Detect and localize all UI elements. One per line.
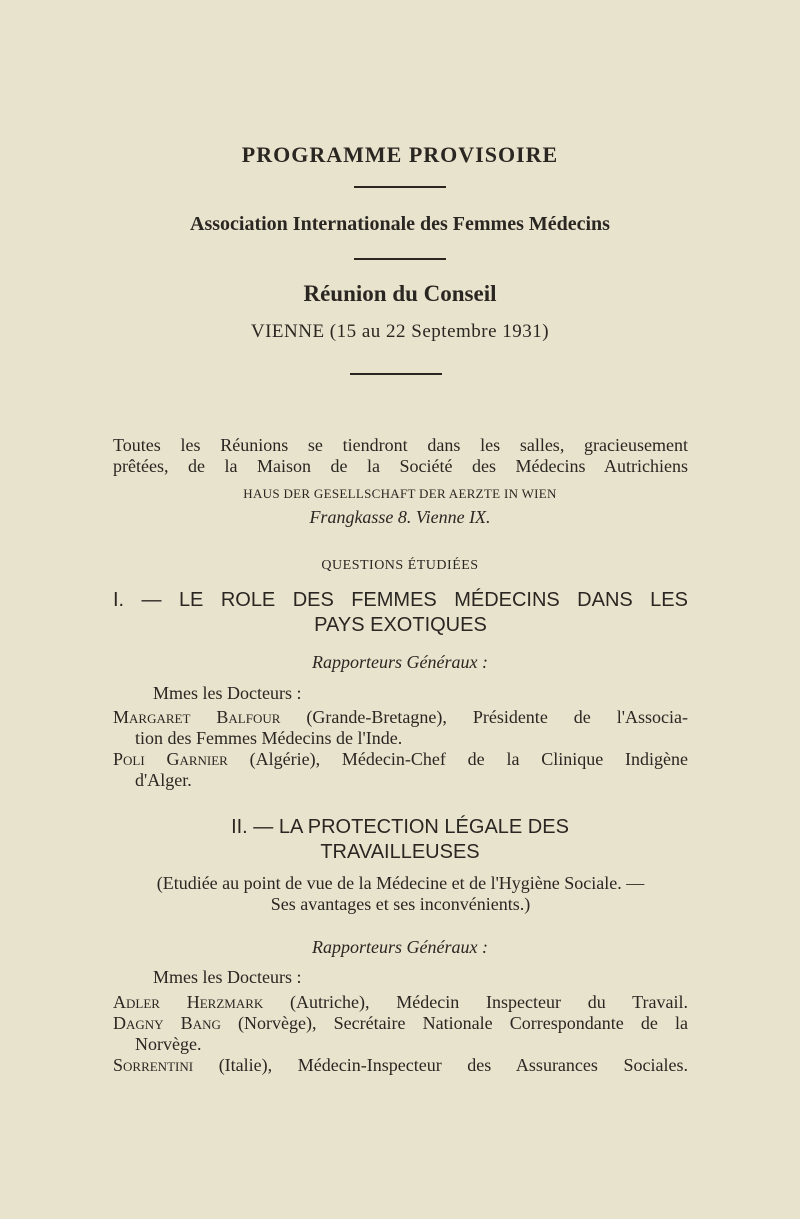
- rapporteurs-label: Rapporteurs Généraux :: [312, 652, 488, 672]
- section-1-word: ROLE: [220, 589, 276, 611]
- rapporteur-desc-cont: tion des Femmes Médecins de l'Inde.: [135, 728, 403, 748]
- venue-address: Frangkasse 8. Vienne IX.: [309, 507, 491, 527]
- rapporteur-entry: [113, 707, 688, 728]
- rapporteur-name: Poli Garnier: [113, 749, 228, 769]
- rapporteur-entry: [113, 992, 688, 1013]
- venue-name: HAUS DER GESELLSCHAFT DER AERZTE IN WIEN: [243, 486, 557, 501]
- meeting-place-dates: VIENNE (15 au 22 Septembre 1931): [250, 321, 550, 342]
- section-2-heading: [0, 815, 800, 865]
- section-1-word: LE: [178, 589, 204, 611]
- doctors-label: Mmes les Docteurs :: [153, 967, 302, 987]
- rapporteur-entry: [113, 749, 688, 770]
- divider: [354, 186, 446, 188]
- rapporteur-desc-cont: d'Alger.: [135, 770, 192, 790]
- rapporteur-entry: [113, 1013, 688, 1034]
- doctors-label: Mmes les Docteurs :: [153, 683, 302, 703]
- section-2-rapporteurs-list: [113, 992, 688, 1076]
- section-1-heading: [113, 588, 688, 638]
- section-2-heading-line2: TRAVAILLEUSES: [320, 841, 480, 863]
- section-1-word: MÉDECINS: [454, 589, 560, 611]
- association-name: Association Internationale des Femmes Médecins: [190, 213, 610, 235]
- rapporteur-desc: (Norvège), Secrétaire Nationale Correspondante de la: [238, 1013, 688, 1033]
- rapporteur-desc: (Grande-Bretagne), Présidente de l'Associa-: [306, 707, 689, 727]
- rapporteur-name: Sorrentini: [113, 1055, 194, 1075]
- section-1-word: DES: [292, 589, 334, 611]
- intro-paragraph: [113, 435, 688, 477]
- rapporteur-desc: (Algérie), Médecin-Chef de la Clinique Indigène: [249, 749, 688, 769]
- rapporteur-desc-cont: Norvège.: [135, 1034, 202, 1054]
- rapporteur-name: Margaret Balfour: [113, 707, 281, 727]
- rapporteur-entry: [113, 1055, 688, 1076]
- section-1-word: LES: [650, 589, 688, 611]
- rapporteur-desc: (Autriche), Médecin Inspecteur du Travail.: [290, 992, 688, 1012]
- note-line: (Etudiée au point de vue de la Médecine et de l'Hygiène Sociale. —: [156, 873, 645, 893]
- section-2-note: [113, 873, 688, 915]
- section-1-rapporteurs-list: [113, 707, 688, 791]
- meeting-title: Réunion du Conseil: [303, 281, 497, 306]
- intro-line: prêtées, de la Maison de la Société des Médecins Autrichiens: [113, 456, 688, 476]
- section-1-word: FEMMES: [351, 589, 437, 611]
- page-title: PROGRAMME PROVISOIRE: [241, 142, 559, 167]
- note-line: Ses avantages et ses inconvénients.): [270, 894, 531, 914]
- intro-line: Toutes les Réunions se tiendront dans les salles, gracieusement: [113, 435, 688, 455]
- divider: [354, 258, 446, 260]
- section-1-word: I.: [113, 589, 125, 611]
- rapporteur-desc: (Italie), Médecin-Inspecteur des Assurances Sociales.: [218, 1055, 689, 1075]
- rapporteur-name: Dagny Bang: [113, 1013, 221, 1033]
- rapporteurs-label: Rapporteurs Généraux :: [312, 937, 488, 957]
- section-1-heading-line2: PAYS EXOTIQUES: [314, 614, 487, 636]
- divider: [350, 373, 442, 375]
- section-1-word: DANS: [577, 589, 633, 611]
- section-1-word: —: [141, 589, 162, 611]
- questions-heading: QUESTIONS ÉTUDIÉES: [321, 558, 479, 573]
- section-2-heading-line1: II. — LA PROTECTION LÉGALE DES: [231, 816, 569, 838]
- rapporteur-name: Adler Herzmark: [113, 992, 264, 1012]
